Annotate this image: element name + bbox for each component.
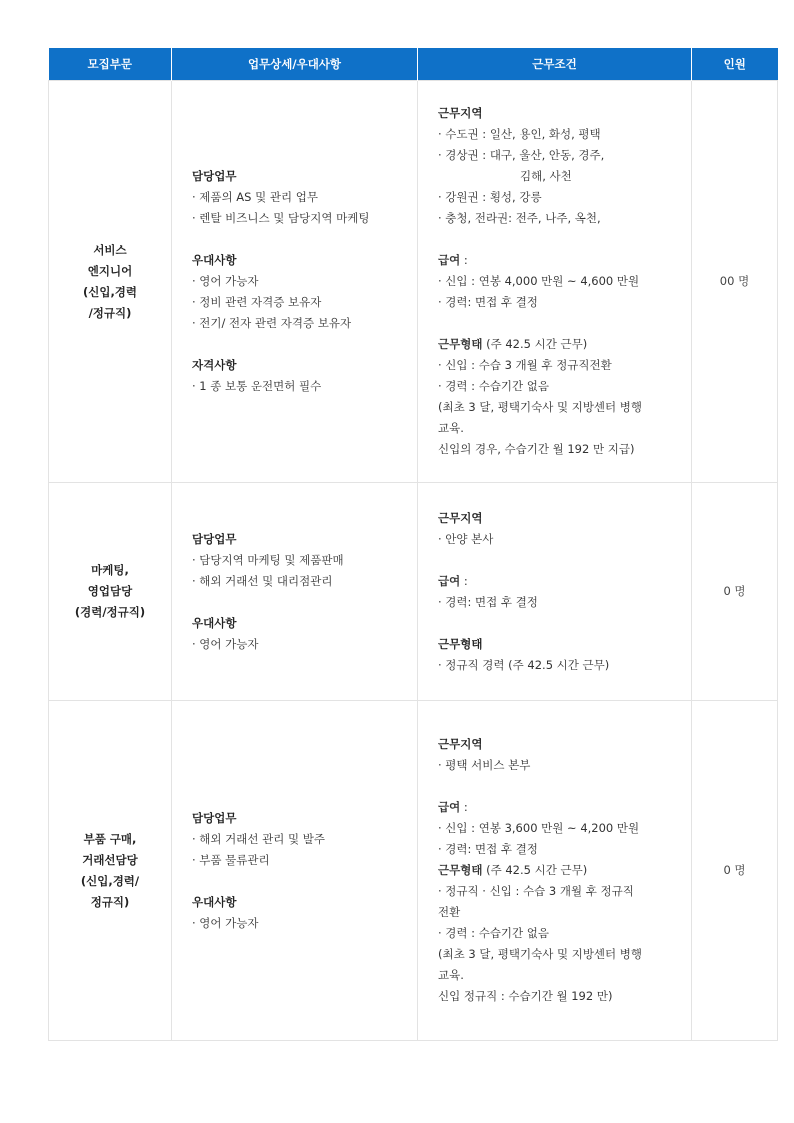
- region-title: 근무지역: [438, 510, 483, 525]
- pay-title: 급여: [438, 573, 461, 588]
- type-item: · 경력 : 수습기간 없음: [438, 926, 550, 940]
- recruitment-table: [48, 48, 778, 1041]
- qual-title: 자격사항: [192, 358, 237, 372]
- pay-item: · 신입 : 연봉 3,600 만원 ~ 4,200 만원: [438, 821, 640, 835]
- dept-cell: [49, 701, 172, 1041]
- pref-item: · 전기/ 전자 관련 자격증 보유자: [192, 316, 352, 330]
- pref-item: · 영어 가능자: [192, 274, 259, 288]
- duty-title: 담당업무: [192, 531, 237, 546]
- dept-line: 영업담당: [87, 584, 133, 598]
- duty-title: 담당업무: [192, 169, 237, 183]
- region-title: 근무지역: [438, 106, 483, 120]
- duty-item: · 담당지역 마케팅 및 제품판매: [192, 552, 344, 567]
- count-cell: 0 명: [692, 701, 778, 1041]
- table-header-row: [49, 48, 778, 81]
- type-item: 교육.: [438, 421, 464, 435]
- duty-item: · 렌탈 비즈니스 및 담당지역 마케팅: [192, 211, 370, 225]
- pay-title: 급여: [438, 253, 461, 267]
- pref-title: 우대사항: [192, 615, 237, 630]
- dept-line: (경력/정규직): [74, 605, 146, 619]
- cond-cell: [418, 483, 692, 701]
- region-item: 김해, 사천: [520, 169, 572, 183]
- type-item: (최초 3 달, 평택기숙사 및 지방센터 병행: [438, 947, 643, 961]
- dept-line: 서비스: [93, 242, 127, 257]
- duty-cell: [172, 701, 418, 1041]
- cond-cell: [418, 81, 692, 483]
- header-dept: 모집부문: [49, 48, 172, 81]
- region-item: · 충청, 전라권: 전주, 나주, 옥천,: [438, 211, 601, 225]
- pref-title: 우대사항: [192, 253, 237, 267]
- dept-line: 부품 구매,: [83, 831, 137, 846]
- header-duty: 업무상세/우대사항: [172, 48, 418, 81]
- pay-item: · 경력: 면접 후 결정: [438, 842, 538, 856]
- type-title: 근무형태: [438, 337, 483, 351]
- type-item: 신입 정규직 : 수습기간 월 192 만): [438, 989, 613, 1003]
- dept-line: (신입,경력/: [80, 873, 140, 888]
- type-item: 신입의 경우, 수습기간 월 192 만 지급): [438, 442, 635, 456]
- type-title: 근무형태: [438, 636, 483, 651]
- cond-cell: [418, 701, 692, 1041]
- region-item: · 수도권 : 일산, 용인, 화성, 평택: [438, 127, 601, 141]
- duty-title: 담당업무: [192, 810, 237, 825]
- header-count: 인원: [692, 48, 778, 81]
- table-row: [49, 701, 778, 1041]
- dept-line: 거래선담당: [82, 852, 138, 867]
- pay-title: 급여: [438, 800, 461, 814]
- pref-title: 우대사항: [192, 894, 237, 909]
- duty-item: · 해외 거래선 관리 및 발주: [192, 831, 326, 846]
- pay-item: · 경력: 면접 후 결정: [438, 295, 538, 309]
- type-suffix: (주 42.5 시간 근무): [482, 863, 588, 877]
- region-item: · 안양 본사: [438, 531, 494, 546]
- pay-suffix: :: [460, 253, 468, 267]
- dept-line: 정규직): [90, 894, 130, 909]
- type-suffix: (주 42.5 시간 근무): [482, 337, 588, 351]
- type-item: · 경력 : 수습기간 없음: [438, 379, 550, 393]
- dept-cell: [49, 81, 172, 483]
- duty-item: · 해외 거래선 및 대리점관리: [192, 573, 333, 588]
- pay-suffix: :: [460, 573, 468, 588]
- type-item: (최초 3 달, 평택기숙사 및 지방센터 병행: [438, 400, 643, 414]
- duty-cell: [172, 483, 418, 701]
- table-row: [49, 81, 778, 483]
- pref-item: · 영어 가능자: [192, 636, 259, 651]
- type-item: 전환: [438, 905, 461, 919]
- dept-line: /정규직): [88, 305, 132, 320]
- duty-item: · 부품 물류관리: [192, 852, 270, 867]
- dept-line: (신입,경력: [82, 284, 138, 299]
- type-item: 교육.: [438, 968, 464, 982]
- pref-item: · 정비 관련 자격증 보유자: [192, 295, 322, 309]
- count-cell: 00 명: [692, 81, 778, 483]
- dept-cell: [49, 483, 172, 701]
- region-title: 근무지역: [438, 737, 483, 751]
- type-title: 근무형태: [438, 863, 483, 877]
- pref-item: · 영어 가능자: [192, 915, 259, 930]
- header-cond: 근무조건: [418, 48, 692, 81]
- count-cell: 0 명: [692, 483, 778, 701]
- type-item: · 정규직 · 신입 : 수습 3 개월 후 정규직: [438, 884, 634, 898]
- dept-line: 마케팅,: [91, 563, 129, 577]
- dept-line: 엔지니어: [87, 263, 133, 278]
- region-item: · 평택 서비스 본부: [438, 758, 531, 772]
- pay-item: · 신입 : 연봉 4,000 만원 ~ 4,600 만원: [438, 274, 640, 288]
- pay-item: · 경력: 면접 후 결정: [438, 594, 538, 609]
- type-item: · 신입 : 수습 3 개월 후 정규직전환: [438, 358, 612, 372]
- type-item: · 정규직 경력 (주 42.5 시간 근무): [438, 657, 610, 672]
- duty-cell: [172, 81, 418, 483]
- region-item: · 경상권 : 대구, 울산, 안동, 경주,: [438, 148, 605, 162]
- region-item: · 강원권 : 횡성, 강릉: [438, 190, 542, 204]
- duty-item: · 제품의 AS 및 관리 업무: [192, 190, 318, 204]
- pay-suffix: :: [460, 800, 468, 814]
- table-row: [49, 483, 778, 701]
- qual-item: · 1 종 보통 운전면허 필수: [192, 379, 322, 393]
